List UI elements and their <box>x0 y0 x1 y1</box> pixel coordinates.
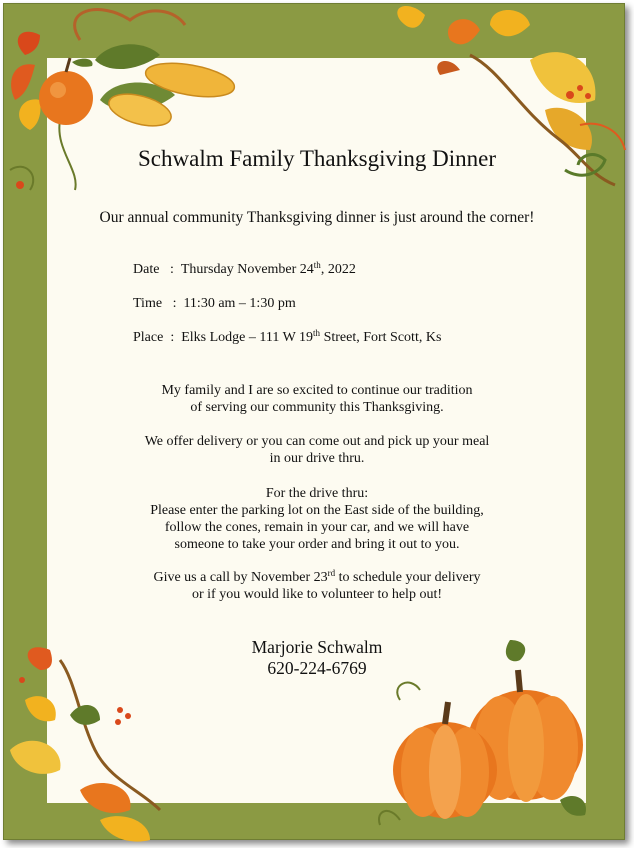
intro-line: Our annual community Thanksgiving dinner is just around the corner! <box>99 209 535 226</box>
drive-thru-paragraph: For the drive thru: Please enter the parking lot on the East side of the building, follow the cones, remain in your car, and we will have someone to take your order and bring it out to you. <box>150 486 484 552</box>
time-value: 11:30 am – 1:30 pm <box>183 296 296 311</box>
time-label: Time <box>133 296 163 311</box>
date-value: Thursday November 24th, 2022 <box>180 260 356 277</box>
separator: : <box>170 330 175 345</box>
signature-name: Marjorie Schwalm <box>251 637 383 657</box>
place-row <box>133 330 441 346</box>
separator: : <box>169 262 174 277</box>
separator: : <box>172 296 177 311</box>
call-paragraph: Give us a call by November 23rd to schedule your delivery or if you would like to volunteer to help out! <box>153 568 481 602</box>
date-label: Date <box>133 262 160 277</box>
place-value: Elks Lodge – 111 W 19th Street, Fort Scott, Ks <box>181 328 442 345</box>
signature-block <box>0 637 634 679</box>
time-row <box>133 296 296 312</box>
flyer-title: Schwalm Family Thanksgiving Dinner <box>138 146 496 171</box>
signature-phone: 620-224-6769 <box>267 658 367 678</box>
date-row <box>133 262 356 278</box>
delivery-paragraph: We offer delivery or you can come out and pick up your meal in our drive thru. <box>144 434 490 466</box>
tradition-paragraph: My family and I are so excited to continue our tradition of serving our community this Thanksgiving. <box>161 383 473 415</box>
place-label: Place <box>133 330 164 345</box>
